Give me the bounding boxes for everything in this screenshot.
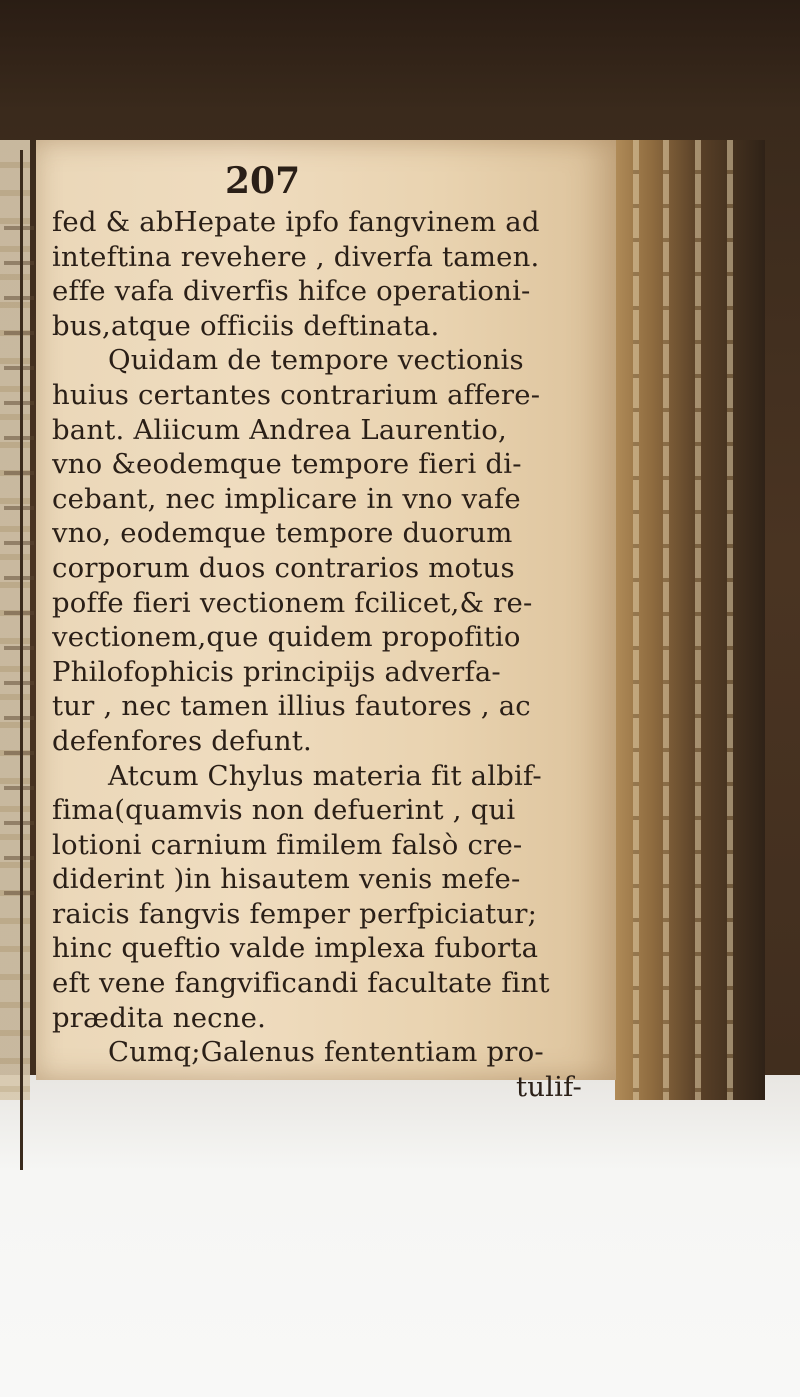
text-line: defenfores defunt.: [52, 724, 312, 757]
right-page-edges: [615, 140, 765, 1100]
text-line: raicis fangvis femper perfpiciatur;: [52, 897, 538, 930]
text-line: Atcum Chylus materia fit albif-: [108, 759, 542, 792]
text-line: lotioni carnium fimilem falsò cre-: [52, 828, 523, 861]
text-line: vno &eodemque tempore fieri di-: [52, 448, 522, 481]
text-line: cebant, nec implicare in vno vafe: [52, 482, 521, 515]
text-line: corporum duos contrarios motus: [52, 551, 515, 584]
text-line: prædita necne.: [52, 1001, 267, 1034]
catchword: tulif-: [515, 1070, 582, 1103]
body-text: [52, 205, 612, 1104]
text-line: Cumq;Galenus fententiam pro-: [108, 1036, 544, 1069]
left-rule-line: [20, 150, 23, 1170]
text-line: effe vafa diverfis hifce operationi-: [52, 275, 531, 308]
text-line: inteftina revehere , diverfa tamen.: [52, 240, 540, 273]
text-line: tur , nec tamen illius fautores , ac: [52, 690, 531, 723]
text-line: vectionem,que quidem propofitio: [52, 621, 521, 654]
text-line: fed & abHepate ipfo fangvinem ad: [52, 206, 540, 238]
text-line: fima(quamvis non defuerint , qui: [52, 794, 516, 827]
page-edge-stripe: [727, 140, 733, 1100]
text-line: diderint )in hisautem venis mefe-: [52, 863, 521, 896]
left-margin-fragments: [4, 200, 34, 900]
white-background: [0, 1075, 800, 1397]
text-line: hinc queftio valde implexa fuborta: [52, 932, 539, 965]
text-line: Quidam de tempore vectionis: [108, 344, 524, 377]
text-line: bus,atque officiis deftinata.: [52, 309, 440, 342]
text-line: Philofophicis principijs adverfa-: [52, 655, 501, 688]
text-line: huius certantes contrarium affere-: [52, 378, 541, 411]
text-line: poffe fieri vectionem fcilicet,& re-: [52, 586, 533, 619]
page-edge-stripe: [695, 140, 701, 1100]
text-line: eft vene fangvificandi facultate fint: [52, 967, 550, 1000]
page-edge-stripe: [633, 140, 639, 1100]
page-number: 207: [225, 160, 301, 202]
text-line: bant. Aliicum Andrea Laurentio,: [52, 413, 507, 446]
page-edge-stripe: [663, 140, 669, 1100]
text-line: vno, eodemque tempore duorum: [52, 517, 513, 550]
